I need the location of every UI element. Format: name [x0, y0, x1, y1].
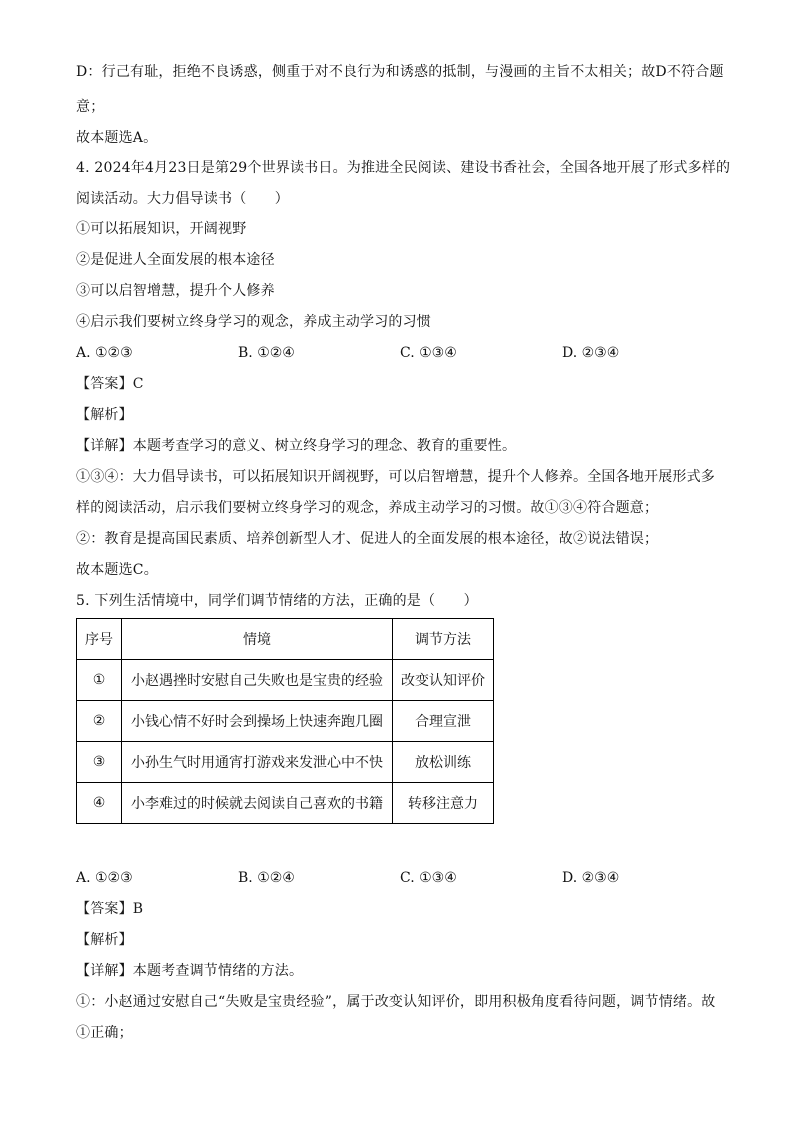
- q4-options: [76, 343, 726, 363]
- table-row: [77, 701, 494, 742]
- table-cell: ①: [77, 660, 122, 701]
- prev-option-d-line1: D：行己有耻，拒绝不良诱惑，侧重于对不良行为和诱惑的抵制，与漫画的主旨不太相关；故D不符合题: [76, 64, 724, 80]
- q4-explanation-1-line2: 样的阅读活动，启示我们要树立终身学习的观念，养成主动学习的习惯。故①③④符合题意；: [76, 500, 659, 516]
- q4-option-a: A. ①②③: [76, 345, 133, 361]
- table-cell: ③: [77, 742, 122, 783]
- table-cell: 小钱心情不好时会到操场上快速奔跑几圈: [122, 701, 393, 742]
- q5-options: [76, 868, 726, 888]
- q5-option-b: B. ①②④: [238, 870, 295, 886]
- table-header-row: [77, 619, 494, 660]
- q4-detail: 【详解】本题考查学习的意义、树立终身学习的理念、教育的重要性。: [76, 438, 517, 454]
- q5-option-a: A. ①②③: [76, 870, 133, 886]
- table-header-cell: 情境: [122, 619, 393, 660]
- table-row: [77, 660, 494, 701]
- q5-situation-table: [76, 618, 494, 824]
- q5-analysis-label: 【解析】: [76, 932, 133, 948]
- q5-answer: 【答案】B: [76, 901, 144, 917]
- q4-item-4: ④启示我们要树立终身学习的观念，养成主动学习的习惯: [76, 314, 431, 330]
- table-cell: 小孙生气时用通宵打游戏来发泄心中不快: [122, 742, 393, 783]
- table-cell: ②: [77, 701, 122, 742]
- q4-item-2: ②是促进人全面发展的根本途径: [76, 252, 275, 268]
- q4-option-c: C. ①③④: [400, 345, 457, 361]
- q5-explanation-1-line1: ①：小赵通过安慰自己“失败是宝贵经验”，属于改变认知评价，即用积极角度看待问题，调节情绪。故: [76, 994, 716, 1010]
- table-cell: 转移注意力: [393, 783, 494, 824]
- table-row: [77, 742, 494, 783]
- q4-analysis-label: 【解析】: [76, 407, 133, 423]
- q5-option-c: C. ①③④: [400, 870, 457, 886]
- q5-option-d: D. ②③④: [562, 870, 620, 886]
- table-cell: 小李难过的时候就去阅读自己喜欢的书籍: [122, 783, 393, 824]
- q4-stem-line2: 阅读活动。大力倡导读书（ ）: [76, 191, 289, 207]
- q4-conclusion: 故本题选C。: [76, 562, 158, 578]
- prev-option-d-line2: 意；: [76, 99, 105, 115]
- q4-explanation-1-line1: ①③④：大力倡导读书，可以拓展知识开阔视野，可以启智增慧，提升个人修养。全国各地开展形式多: [76, 469, 715, 485]
- prev-conclusion: 故本题选A。: [76, 130, 158, 146]
- table-cell: 合理宣泄: [393, 701, 494, 742]
- table-header-cell: 调节方法: [393, 619, 494, 660]
- table-header-cell: 序号: [77, 619, 122, 660]
- q4-item-1: ①可以拓展知识，开阔视野: [76, 221, 247, 237]
- table-row: [77, 783, 494, 824]
- q4-item-3: ③可以启智增慧，提升个人修养: [76, 283, 275, 299]
- q4-option-b: B. ①②④: [238, 345, 295, 361]
- table-cell: 改变认知评价: [393, 660, 494, 701]
- q5-explanation-1-line2: ①正确；: [76, 1025, 133, 1041]
- q4-explanation-2: ②：教育是提高国民素质、培养创新型人才、促进人的全面发展的根本途径，故②说法错误；: [76, 531, 659, 547]
- q4-option-d: D. ②③④: [562, 345, 620, 361]
- q4-stem-line1: 4. 2024年4月23日是第29个世界读书日。为推进全民阅读、建设书香社会，全国各地开展了形式多样的: [76, 160, 731, 176]
- table-cell: 放松训练: [393, 742, 494, 783]
- table-cell: 小赵遇挫时安慰自己失败也是宝贵的经验: [122, 660, 393, 701]
- q5-detail: 【详解】本题考查调节情绪的方法。: [76, 963, 304, 979]
- q4-answer: 【答案】C: [76, 376, 144, 392]
- table-cell: ④: [77, 783, 122, 824]
- q5-stem: 5. 下列生活情境中，同学们调节情绪的方法，正确的是（ ）: [76, 593, 478, 609]
